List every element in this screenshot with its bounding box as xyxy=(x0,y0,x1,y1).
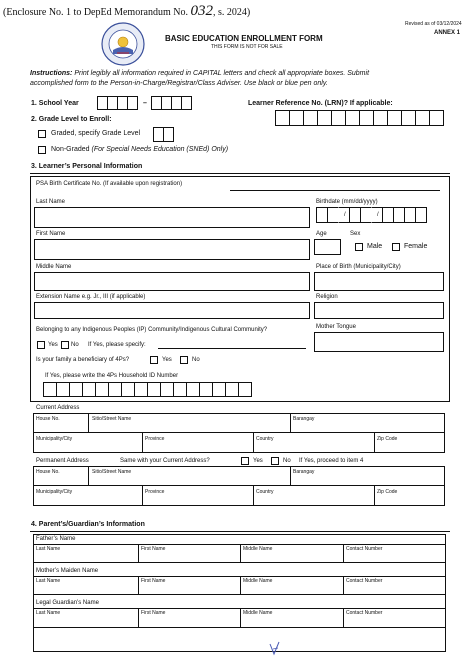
same-address-yes-label: Yes xyxy=(253,458,263,464)
guardian-divider-1 xyxy=(138,608,139,628)
guardian-divider-2 xyxy=(240,608,241,628)
last-name-input[interactable] xyxy=(34,207,310,228)
permanent-col-divider-4 xyxy=(253,485,254,506)
current-col-divider-4 xyxy=(253,432,254,453)
birthdate-input[interactable] xyxy=(316,207,427,223)
mother-middle-name[interactable]: Middle Name xyxy=(243,578,273,584)
permanent-col-divider-5 xyxy=(374,485,375,506)
male-label: Male xyxy=(367,243,383,250)
current-zip[interactable]: Zip Code xyxy=(377,436,398,442)
non-graded-note: (For Special Needs Education (SNEd) Only) xyxy=(91,146,229,153)
guardian-last-name[interactable]: Last Name xyxy=(36,610,61,616)
non-graded-checkbox[interactable] xyxy=(38,146,46,154)
fourps-id-input[interactable] xyxy=(43,382,252,397)
section4-rule xyxy=(30,531,450,532)
place-of-birth-input[interactable] xyxy=(314,272,444,291)
sex-label: Sex xyxy=(350,231,361,237)
guardian-first-name[interactable]: First Name xyxy=(141,610,166,616)
current-col-divider-3 xyxy=(142,432,143,453)
birthdate-label: Birthdate (mm/dd/yyyy) xyxy=(316,199,378,205)
school-year-start-input[interactable] xyxy=(97,96,138,110)
father-contact[interactable]: Contact Number xyxy=(346,546,383,552)
age-input[interactable] xyxy=(314,239,341,255)
permanent-zip[interactable]: Zip Code xyxy=(377,489,398,495)
last-name-label: Last Name xyxy=(36,199,66,205)
mother-name-label: Mother’s Maiden Name xyxy=(36,568,99,574)
place-of-birth-label: Place of Birth (Municipality/City) xyxy=(316,264,401,270)
form-title: BASIC EDUCATION ENROLLMENT FORM xyxy=(165,34,323,43)
current-col-divider-1 xyxy=(88,413,89,432)
school-year-label: 1. School Year xyxy=(31,100,79,107)
ip-specify-input[interactable] xyxy=(158,348,306,349)
extension-name-label: Extension Name e.g. Jr., III (if applicable) xyxy=(36,294,146,300)
mother-divider-3 xyxy=(343,576,344,595)
birthdate-slash-2: / xyxy=(377,212,379,218)
current-col-divider-2 xyxy=(290,413,291,432)
current-street[interactable]: Sitio/Street Name xyxy=(92,416,132,422)
guardian-name-label: Legal Guardian’s Name xyxy=(36,600,99,606)
fourps-question: Is your family a beneficiary of 4Ps? xyxy=(36,357,130,363)
father-divider-3 xyxy=(343,544,344,563)
annex-label: ANNEX 1 xyxy=(434,30,461,36)
permanent-address-label: Permanent Address xyxy=(36,458,89,464)
father-last-name[interactable]: Last Name xyxy=(36,546,61,552)
mother-tongue-label: Mother Tongue xyxy=(316,324,356,330)
instructions-line2: accomplished form to the Person-in-Charge/Registrar/Class Adviser. Use black or blue pen only. xyxy=(30,80,328,87)
current-country[interactable]: Country xyxy=(256,436,274,442)
enclosure-suffix: , s. 2024) xyxy=(212,7,251,18)
guardian-middle-name[interactable]: Middle Name xyxy=(243,610,273,616)
current-house-no[interactable]: House No. xyxy=(36,416,60,422)
father-first-name[interactable]: First Name xyxy=(141,546,166,552)
extension-name-input[interactable] xyxy=(34,302,310,319)
same-address-question: Same with your Current Address? xyxy=(120,458,210,464)
permanent-country[interactable]: Country xyxy=(256,489,274,495)
graded-label: Graded, specify Grade Level xyxy=(51,130,141,137)
fourps-no-label: No xyxy=(192,357,200,363)
non-graded-text: Non-Graded xyxy=(51,146,90,153)
ip-no-label: No xyxy=(71,342,79,348)
instructions-line1: Print legibly all information required in CAPITAL letters and check all appropriate boxes. Submit xyxy=(74,70,370,77)
religion-label: Religion xyxy=(316,294,338,300)
ip-question: Belonging to any Indigenous Peoples (IP) Community/Indigenous Cultural Community? xyxy=(36,327,268,333)
current-address-label: Current Address xyxy=(36,405,80,411)
permanent-address-divider xyxy=(33,485,445,486)
enclosure-prefix: (Enclosure No. 1 to DepEd Memorandum No. xyxy=(3,7,188,18)
permanent-col-divider-1 xyxy=(88,466,89,485)
lrn-input[interactable] xyxy=(275,110,444,126)
mother-contact[interactable]: Contact Number xyxy=(346,578,383,584)
father-middle-name[interactable]: Middle Name xyxy=(243,546,273,552)
psa-input[interactable] xyxy=(230,190,440,191)
instructions-label: Instructions: xyxy=(30,70,73,77)
first-name-input[interactable] xyxy=(34,239,310,260)
handwritten-initial-mark xyxy=(268,640,282,658)
female-checkbox[interactable] xyxy=(392,243,400,251)
non-graded-label xyxy=(51,146,228,154)
guardian-contact[interactable]: Contact Number xyxy=(346,610,383,616)
permanent-house-no[interactable]: House No. xyxy=(36,469,60,475)
mother-first-name[interactable]: First Name xyxy=(141,578,166,584)
fourps-yes-label: Yes xyxy=(162,357,172,363)
current-col-divider-5 xyxy=(374,432,375,453)
memo-number: 032 xyxy=(190,3,213,19)
grade-level-label: 2. Grade Level to Enroll: xyxy=(31,116,112,123)
permanent-col-divider-2 xyxy=(290,466,291,485)
fourps-no-checkbox[interactable] xyxy=(180,356,188,364)
revised-date: Revised as of 03/12/2024 xyxy=(405,21,462,27)
grade-level-input[interactable] xyxy=(153,127,174,142)
male-checkbox[interactable] xyxy=(355,243,363,251)
section4-title: 4. Parent’s/Guardian’s Information xyxy=(31,521,145,528)
enclosure-line xyxy=(3,3,250,20)
age-label: Age xyxy=(316,231,327,237)
mother-divider-2 xyxy=(240,576,241,595)
graded-checkbox[interactable] xyxy=(38,130,46,138)
guardian-divider-3 xyxy=(343,608,344,628)
father-name-label: Father’s Name xyxy=(36,536,76,542)
ip-yes-label: Yes xyxy=(48,342,58,348)
current-barangay[interactable]: Barangay xyxy=(293,416,315,422)
current-municipality[interactable]: Municipality/City xyxy=(36,436,73,442)
current-address-divider xyxy=(33,432,445,433)
mother-divider-1 xyxy=(138,576,139,595)
permanent-municipality[interactable]: Municipality/City xyxy=(36,489,73,495)
school-year-dash: – xyxy=(143,100,147,107)
permanent-street[interactable]: Sitio/Street Name xyxy=(92,469,132,475)
fourps-yes-checkbox[interactable] xyxy=(150,356,158,364)
female-label: Female xyxy=(404,243,428,250)
school-year-end-input[interactable] xyxy=(151,96,192,110)
section3-title: 3. Learner’s Personal Information xyxy=(31,163,143,170)
first-name-label: First Name xyxy=(36,231,66,237)
same-address-yes-checkbox[interactable] xyxy=(241,457,249,465)
ip-specify-label: If Yes, please specify: xyxy=(88,342,146,348)
father-divider-1 xyxy=(138,544,139,563)
religion-input[interactable] xyxy=(314,302,444,319)
lrn-label: Learner Reference No. (LRN)? If applicable: xyxy=(248,100,393,107)
same-address-no-label: No xyxy=(283,458,291,464)
middle-name-input[interactable] xyxy=(34,272,310,291)
father-divider-2 xyxy=(240,544,241,563)
deped-seal-logo xyxy=(101,22,145,66)
fourps-id-label: If Yes, please write the 4Ps Household ID Number xyxy=(45,373,179,379)
psa-label: PSA Birth Certificate No. (If available upon registration) xyxy=(36,181,183,187)
proceed-note: If Yes, proceed to item 4 xyxy=(299,458,364,464)
mother-last-name[interactable]: Last Name xyxy=(36,578,61,584)
instructions xyxy=(30,70,369,78)
section3-rule xyxy=(30,173,450,174)
ip-yes-checkbox[interactable] xyxy=(37,341,45,349)
permanent-province[interactable]: Province xyxy=(145,489,165,495)
permanent-barangay[interactable]: Barangay xyxy=(293,469,315,475)
middle-name-label: Middle Name xyxy=(36,264,72,270)
mother-tongue-input[interactable] xyxy=(314,332,444,352)
birthdate-slash-1: / xyxy=(344,212,346,218)
current-province[interactable]: Province xyxy=(145,436,165,442)
ip-no-checkbox[interactable] xyxy=(61,341,69,349)
permanent-col-divider-3 xyxy=(142,485,143,506)
form-subtitle: THIS FORM IS NOT FOR SALE xyxy=(211,44,283,50)
same-address-no-checkbox[interactable] xyxy=(271,457,279,465)
